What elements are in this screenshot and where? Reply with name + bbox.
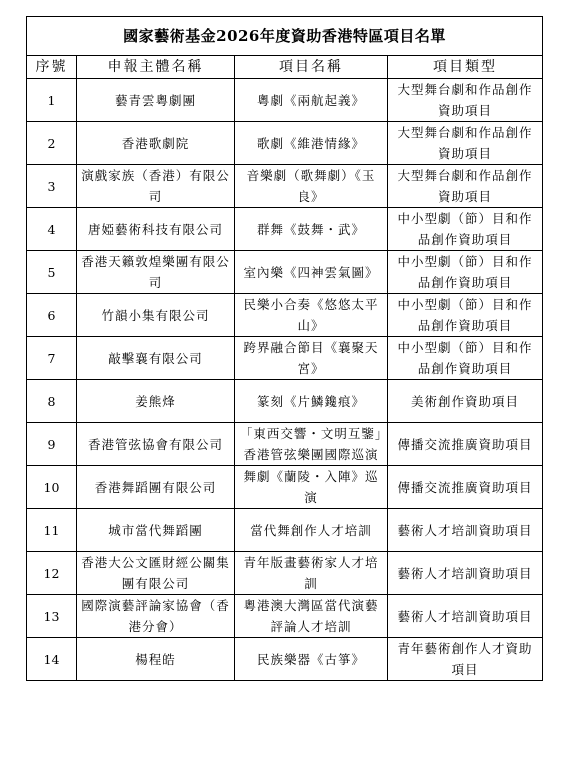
table-row: [27, 208, 543, 251]
row-applicant-name: 唐婭藝術科技有限公司: [77, 208, 235, 251]
row-serial-number: 8: [27, 380, 77, 423]
row-applicant-name: 香港天籟敦煌樂團有限公司: [77, 251, 235, 294]
row-serial-number: 6: [27, 294, 77, 337]
row-project-type: 傳播交流推廣資助項目: [388, 423, 543, 466]
row-project-type: 中小型劇（節）目和作品創作資助項目: [388, 251, 543, 294]
row-applicant-name: 香港大公文匯財經公關集團有限公司: [77, 552, 235, 595]
row-serial-number: 10: [27, 466, 77, 509]
row-serial-number: 2: [27, 122, 77, 165]
row-serial-number: 4: [27, 208, 77, 251]
row-applicant-name: 城市當代舞蹈團: [77, 509, 235, 552]
row-applicant-name: 藝青雲粵劇團: [77, 79, 235, 122]
row-applicant-name: 敲擊襄有限公司: [77, 337, 235, 380]
row-project-name: 青年版畫藝術家人才培訓: [235, 552, 388, 595]
row-project-type: 傳播交流推廣資助項目: [388, 466, 543, 509]
row-applicant-name: 香港管弦協會有限公司: [77, 423, 235, 466]
row-applicant-name: 楊程皓: [77, 638, 235, 681]
row-project-name: 室內樂《四神雲氣圖》: [235, 251, 388, 294]
table-row: [27, 509, 543, 552]
table-title: 國家藝術基金2026年度資助香港特區項目名單: [27, 17, 543, 56]
row-project-type: 藝術人才培訓資助項目: [388, 595, 543, 638]
row-applicant-name: 香港舞蹈團有限公司: [77, 466, 235, 509]
table-row: [27, 595, 543, 638]
row-project-name: 音樂劇（歌舞劇）《玉良》: [235, 165, 388, 208]
row-serial-number: 11: [27, 509, 77, 552]
row-serial-number: 9: [27, 423, 77, 466]
row-project-name: 跨界融合節目《襄聚天宮》: [235, 337, 388, 380]
row-serial-number: 14: [27, 638, 77, 681]
row-project-type: 大型舞台劇和作品創作資助項目: [388, 79, 543, 122]
row-project-name: 粵港澳大灣區當代演藝評論人才培訓: [235, 595, 388, 638]
row-serial-number: 12: [27, 552, 77, 595]
header-applicant-name: 申報主體名稱: [77, 56, 235, 79]
row-project-type: 青年藝術創作人才資助項目: [388, 638, 543, 681]
row-project-name: 粵劇《兩航起義》: [235, 79, 388, 122]
row-project-name: 民樂小合奏《悠悠太平山》: [235, 294, 388, 337]
row-applicant-name: 姜熊烽: [77, 380, 235, 423]
row-project-name: 「東西交響・文明互鑒」香港管弦樂團國際巡演: [235, 423, 388, 466]
table-row: [27, 380, 543, 423]
header-serial-number: 序號: [27, 56, 77, 79]
row-serial-number: 5: [27, 251, 77, 294]
table-row: [27, 251, 543, 294]
row-serial-number: 1: [27, 79, 77, 122]
table-row: [27, 423, 543, 466]
table-row: [27, 294, 543, 337]
row-project-name: 舞劇《蘭陵・入陣》巡演: [235, 466, 388, 509]
row-applicant-name: 國際演藝評論家協會（香港分會）: [77, 595, 235, 638]
row-project-name: 篆刻《片鱗鑱痕》: [235, 380, 388, 423]
table-row: [27, 466, 543, 509]
table-header-row: [27, 56, 543, 79]
funding-table: [26, 16, 543, 681]
row-project-type: 藝術人才培訓資助項目: [388, 509, 543, 552]
row-serial-number: 13: [27, 595, 77, 638]
funding-list-document: [26, 16, 542, 681]
row-project-name: 民族樂器《古箏》: [235, 638, 388, 681]
row-project-name: 歌劇《維港情緣》: [235, 122, 388, 165]
table-body: [27, 79, 543, 681]
table-row: [27, 165, 543, 208]
table-row: [27, 638, 543, 681]
table-row: [27, 79, 543, 122]
header-project-type: 項目類型: [388, 56, 543, 79]
row-project-type: 中小型劇（節）目和作品創作資助項目: [388, 208, 543, 251]
row-project-type: 大型舞台劇和作品創作資助項目: [388, 122, 543, 165]
row-applicant-name: 竹韻小集有限公司: [77, 294, 235, 337]
row-serial-number: 3: [27, 165, 77, 208]
header-project-name: 項目名稱: [235, 56, 388, 79]
row-project-name: 當代舞創作人才培訓: [235, 509, 388, 552]
row-project-name: 群舞《鼓舞・武》: [235, 208, 388, 251]
table-row: [27, 552, 543, 595]
row-project-type: 美術創作資助項目: [388, 380, 543, 423]
row-project-type: 藝術人才培訓資助項目: [388, 552, 543, 595]
row-applicant-name: 香港歌劇院: [77, 122, 235, 165]
row-project-type: 中小型劇（節）目和作品創作資助項目: [388, 294, 543, 337]
row-applicant-name: 演戲家族（香港）有限公司: [77, 165, 235, 208]
table-row: [27, 122, 543, 165]
row-project-type: 中小型劇（節）目和作品創作資助項目: [388, 337, 543, 380]
row-serial-number: 7: [27, 337, 77, 380]
table-row: [27, 337, 543, 380]
row-project-type: 大型舞台劇和作品創作資助項目: [388, 165, 543, 208]
